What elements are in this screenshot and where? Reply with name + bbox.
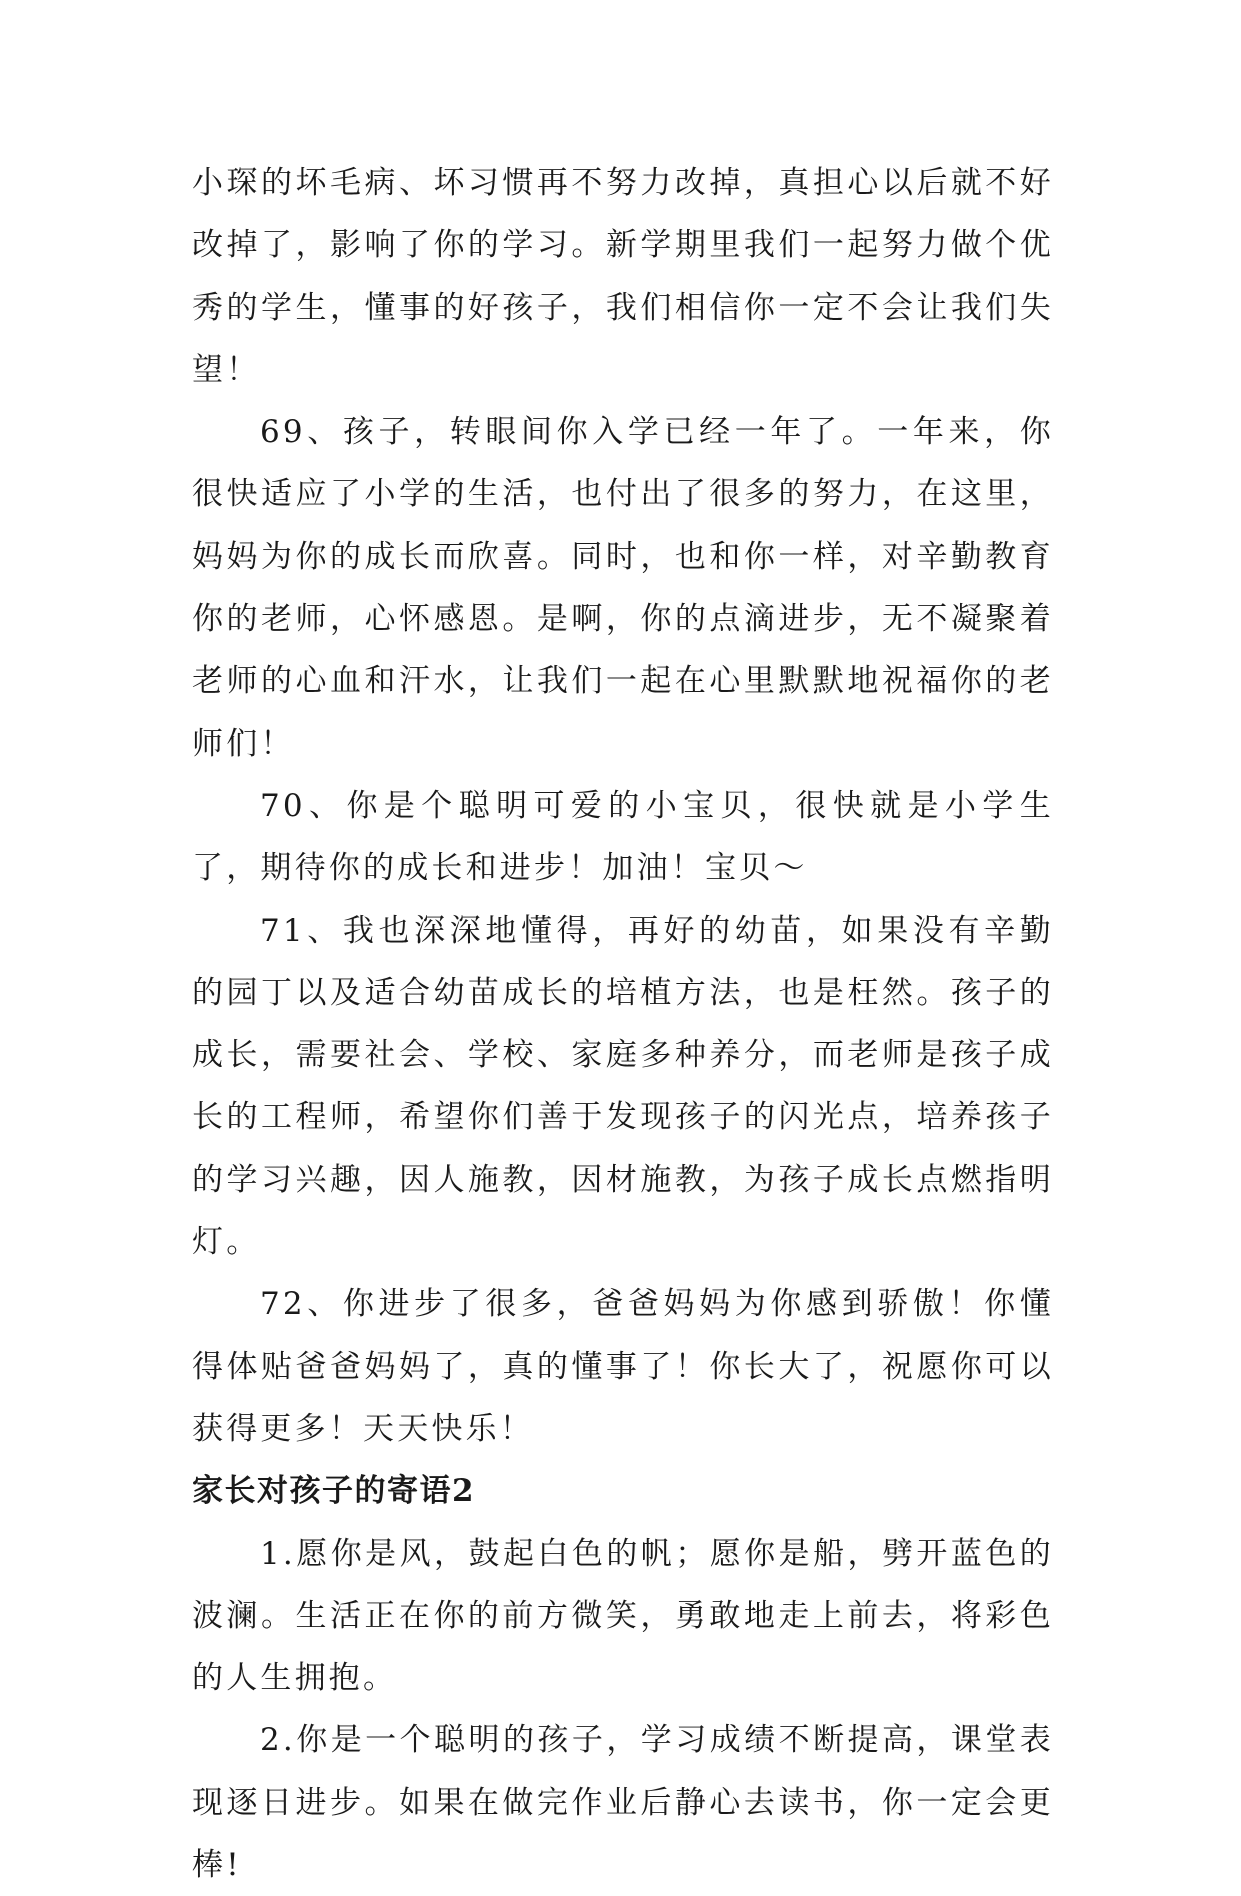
paragraph-69: 69、孩子，转眼间你入学已经一年了。一年来，你很快适应了小学的生活，也付出了很多的努力，在这里，妈妈为你的成长而欣喜。同时，也和你一样，对辛勤教育你的老师，心怀感恩。是啊，你的点滴进步，无不凝聚着老师的心血和汗水，让我们一起在心里默默地祝福你的老师们！	[192, 414, 1054, 762]
paragraph-section-1: 1.愿你是风，鼓起白色的帆；愿你是船，劈开蓝色的波澜。生活正在你的前方微笑，勇敢地走上前去，将彩色的人生拥抱。	[192, 1535, 1054, 1697]
paragraph-72: 72、你进步了很多，爸爸妈妈为你感到骄傲！你懂得体贴爸爸妈妈了，真的懂事了！你长大了，祝愿你可以获得更多！天天快乐！	[192, 1286, 1054, 1447]
paragraph-section-2: 2.你是一个聪明的孩子，学习成绩不断提高，课堂表现逐日进步。如果在做完作业后静心去读书，你一定会更棒!	[192, 1722, 1054, 1884]
paragraph-70: 70、你是个聪明可爱的小宝贝，很快就是小学生了，期待你的成长和进步！加油！宝贝～	[192, 787, 1054, 887]
paragraph-continued: 小琛的坏毛病、坏习惯再不努力改掉，真担心以后就不好改掉了，影响了你的学习。新学期里我们一起努力做个优秀的学生，懂事的好孩子，我们相信你一定不会让我们失望！	[192, 165, 1054, 388]
section-heading: 家长对孩子的寄语2	[192, 1473, 476, 1510]
document-body	[192, 152, 1054, 1896]
paragraph-71: 71、我也深深地懂得，再好的幼苗，如果没有辛勤的园丁以及适合幼苗成长的培植方法，也是枉然。孩子的成长，需要社会、学校、家庭多种养分，而老师是孩子成长的工程师，希望你们善于发现孩子的闪光点，培养孩子的学习兴趣，因人施教，因材施教，为孩子成长点燃指明灯。	[192, 912, 1054, 1261]
